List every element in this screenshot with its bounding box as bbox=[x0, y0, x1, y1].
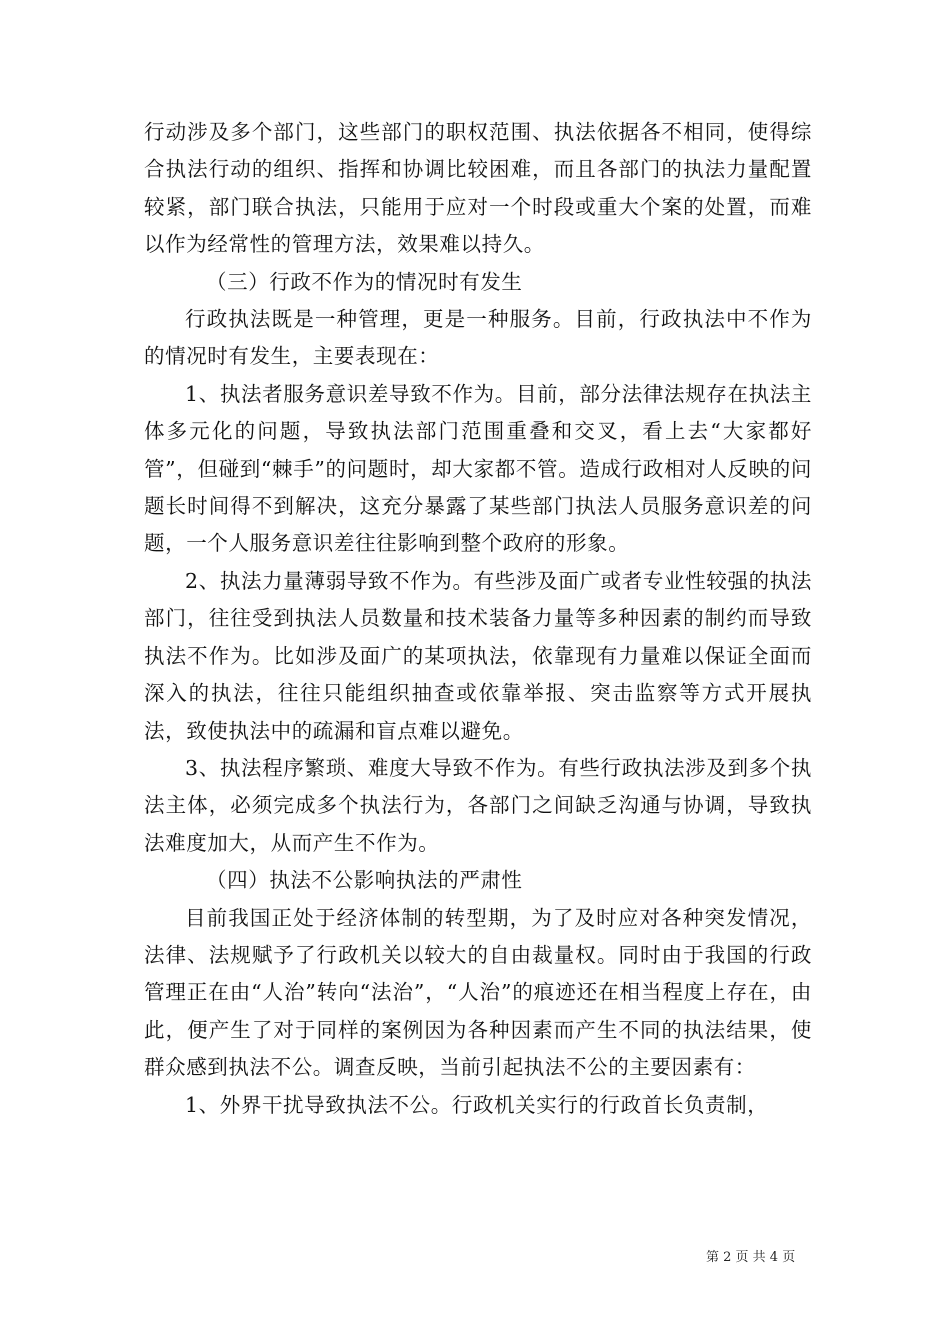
page-number-footer: 第 2 页 共 4 页 bbox=[706, 1250, 796, 1265]
paragraph: 1、执法者服务意识差导致不作为。目前，部分法律法规存在执法主体多元化的问题，导致执法部门范围重叠和交叉，看上去“大家都好管”，但碰到“棘手”的问题时，却大家都不管。造成行政相对人反映的问题长时间得不到解决，这充分暴露了某些部门执法人员服务意识差的问题，一个人服务意识差往往影响到整个政府的形象。 bbox=[144, 381, 812, 556]
paragraph: 行政执法既是一种管理，更是一种服务。目前，行政执法中不作为的情况时有发生，主要表现在： bbox=[144, 307, 812, 369]
paragraph: 目前我国正处于经济体制的转型期，为了及时应对各种突发情况，法律、法规赋予了行政机关以较大的自由裁量权。同时由于我国的行政管理正在由“人治”转向“法治”，“人治”的痕迹还在相当程度上存在，由此，便产生了对于同样的案例因为各种因素而产生不同的执法结果，使群众感到执法不公。调查反映，当前引起执法不公的主要因素有： bbox=[144, 905, 812, 1080]
paragraph: 2、执法力量薄弱导致不作为。有些涉及面广或者专业性较强的执法部门，往往受到执法人员数量和技术装备力量等多种因素的制约而导致执法不作为。比如涉及面广的某项执法，依靠现有力量难以保证全面而深入的执法，往往只能组织抽查或依靠举报、突击监察等方式开展执法，致使执法中的疏漏和盲点难以避免。 bbox=[144, 568, 812, 743]
section-heading-4: （四）执法不公影响执法的严肃性 bbox=[206, 868, 523, 893]
section-heading-3: （三）行政不作为的情况时有发生 bbox=[206, 269, 523, 294]
paragraph: 3、执法程序繁琐、难度大导致不作为。有些行政执法涉及到多个执法主体，必须完成多个执法行为，各部门之间缺乏沟通与协调，导致执法难度加大，从而产生不作为。 bbox=[144, 755, 812, 855]
paragraph-continued: 行动涉及多个部门，这些部门的职权范围、执法依据各不相同，使得综合执法行动的组织、指挥和协调比较困难，而且各部门的执法力量配置较紧，部门联合执法，只能用于应对一个时段或重大个案的处置，而难以作为经常性的管理方法，效果难以持久。 bbox=[144, 120, 812, 257]
paragraph: 1、外界干扰导致执法不公。行政机关实行的行政首长负责制， bbox=[185, 1092, 769, 1117]
document-body bbox=[144, 114, 812, 1124]
